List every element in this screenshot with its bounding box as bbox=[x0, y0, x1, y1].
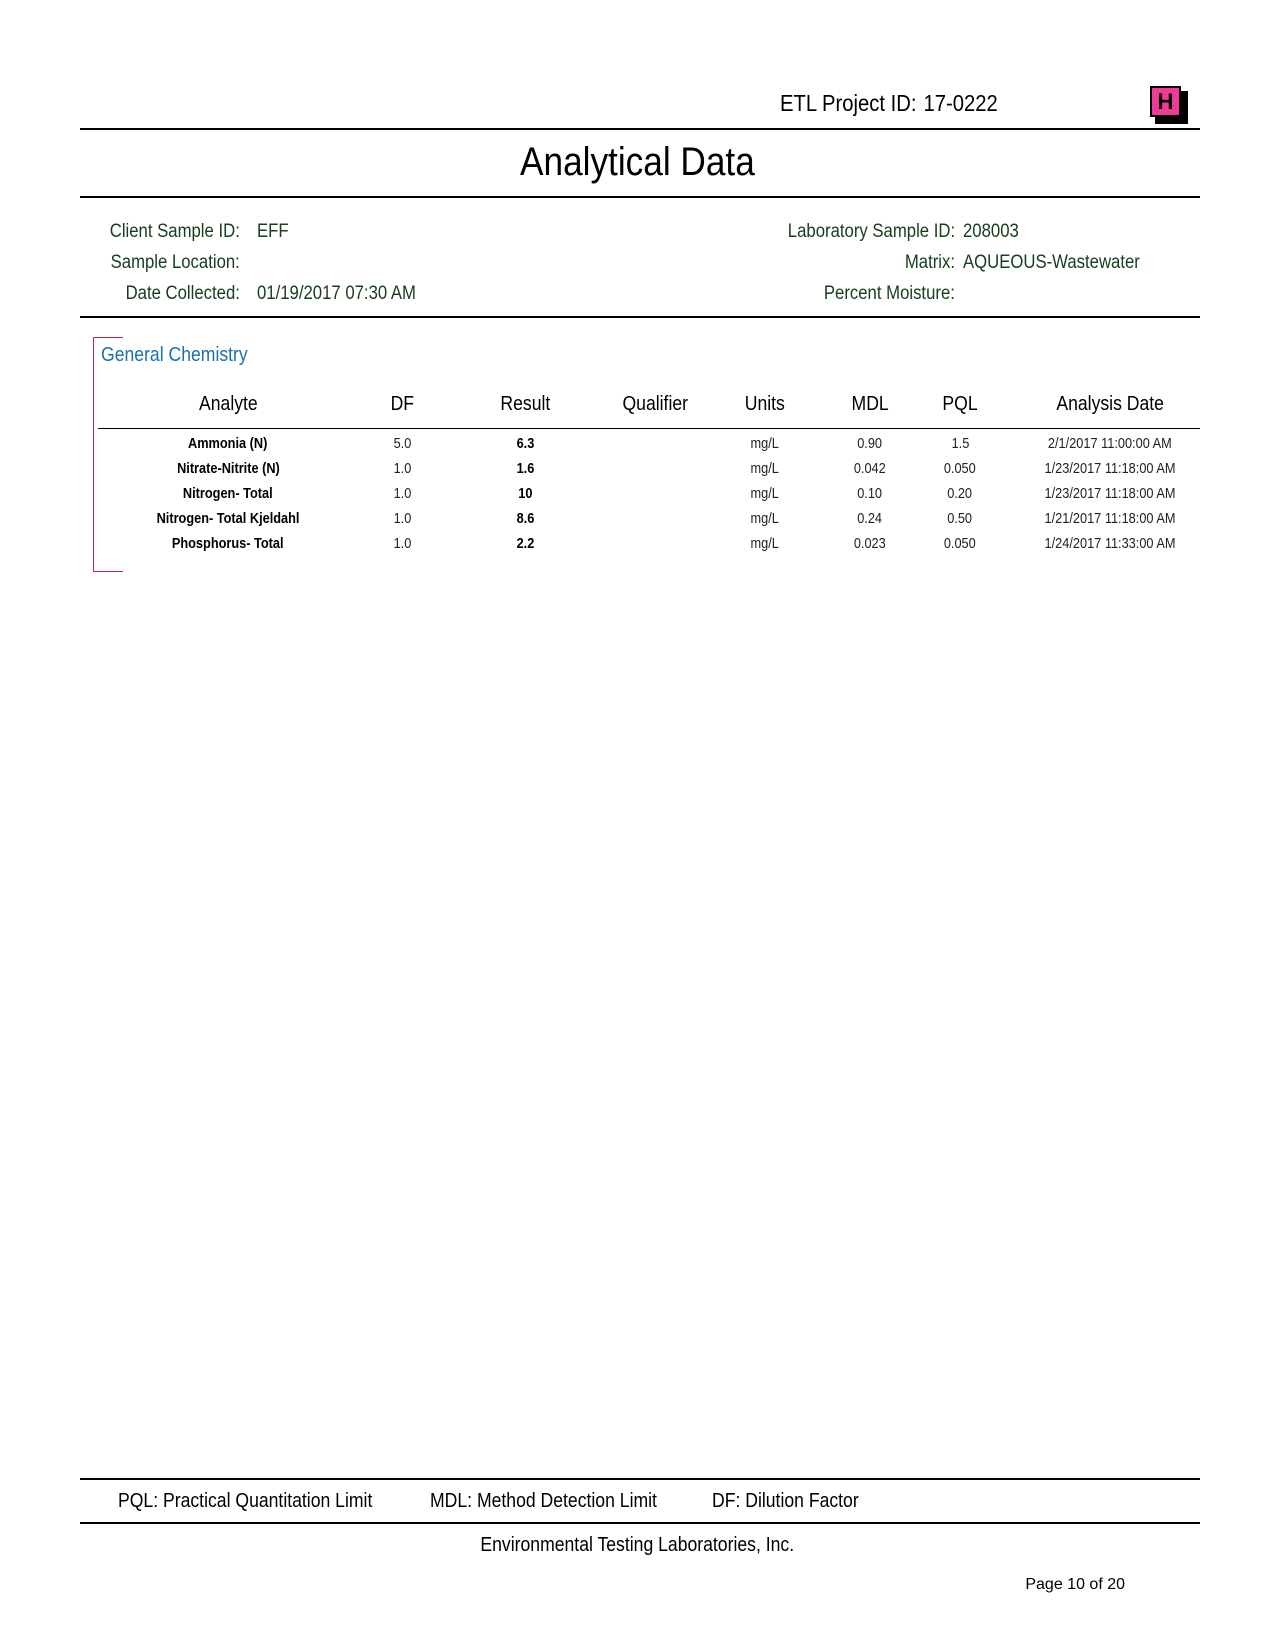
column-header-analysis-date: Analysis Date bbox=[1056, 393, 1164, 415]
cell-analysis-date: 1/24/2017 11:33:00 AM bbox=[1044, 535, 1176, 552]
cell-units: mg/L bbox=[750, 535, 780, 552]
table-row bbox=[0, 435, 1275, 460]
cell-analysis-date: 1/23/2017 11:18:00 AM bbox=[1044, 460, 1176, 477]
section-title: General Chemistry bbox=[101, 344, 248, 366]
matrix-label: Matrix: bbox=[904, 252, 955, 273]
cell-mdl: 0.042 bbox=[854, 460, 886, 477]
lab-sample-id-value: 208003 bbox=[963, 221, 1019, 242]
title-rule bbox=[80, 196, 1200, 198]
cell-result: 1.6 bbox=[516, 460, 534, 477]
cell-units: mg/L bbox=[750, 485, 780, 502]
cell-df: 1.0 bbox=[393, 485, 411, 502]
cell-df: 1.0 bbox=[393, 460, 411, 477]
table-row bbox=[0, 485, 1275, 510]
cell-analyte: Ammonia (N) bbox=[188, 435, 268, 452]
cell-units: mg/L bbox=[750, 435, 780, 452]
cell-result: 2.2 bbox=[516, 535, 534, 552]
cell-analyte: Nitrate-Nitrite (N) bbox=[176, 460, 280, 477]
cell-mdl: 0.10 bbox=[857, 485, 883, 502]
table-row bbox=[0, 535, 1275, 560]
cell-pql: 0.20 bbox=[947, 485, 973, 502]
date-collected-label: Date Collected: bbox=[125, 283, 240, 304]
column-header-analyte: Analyte bbox=[198, 393, 258, 415]
column-header-units: Units bbox=[744, 393, 786, 415]
cell-mdl: 0.023 bbox=[854, 535, 886, 552]
cell-mdl: 0.24 bbox=[857, 510, 883, 527]
matrix-value: AQUEOUS-Wastewater bbox=[963, 252, 1140, 273]
footer-top-rule bbox=[80, 1478, 1200, 1480]
cell-analysis-date: 1/21/2017 11:18:00 AM bbox=[1044, 510, 1176, 527]
page-number: Page 10 of 20 bbox=[1025, 1576, 1125, 1593]
cell-qualifier bbox=[600, 535, 710, 552]
cell-result: 8.6 bbox=[516, 510, 534, 527]
client-sample-id-value: EFF bbox=[257, 221, 289, 242]
cell-units: mg/L bbox=[750, 510, 780, 527]
company-name: Environmental Testing Laboratories, Inc. bbox=[480, 1534, 795, 1556]
cell-pql: 1.5 bbox=[951, 435, 969, 452]
column-header-pql: PQL bbox=[942, 393, 978, 415]
date-collected-value: 01/19/2017 07:30 AM bbox=[257, 283, 416, 304]
cell-df: 5.0 bbox=[393, 435, 411, 452]
info-rule bbox=[80, 316, 1200, 318]
column-header-qualifier: Qualifier bbox=[622, 393, 688, 415]
cell-df: 1.0 bbox=[393, 535, 411, 552]
footer-bottom-rule bbox=[80, 1522, 1200, 1524]
section-bracket-bottom bbox=[93, 571, 123, 572]
cell-analyte: Nitrogen- Total Kjeldahl bbox=[156, 510, 300, 527]
table-header-rule bbox=[98, 428, 1200, 429]
cell-qualifier bbox=[600, 485, 710, 502]
client-sample-id-label: Client Sample ID: bbox=[109, 221, 240, 242]
column-header-result: Result bbox=[500, 393, 550, 415]
cell-result: 10 bbox=[517, 485, 533, 502]
percent-moisture-label: Percent Moisture: bbox=[823, 283, 955, 304]
cell-pql: 0.050 bbox=[944, 460, 976, 477]
table-row bbox=[0, 510, 1275, 535]
cell-qualifier bbox=[600, 510, 710, 527]
pql-legend: PQL: Practical Quantitation Limit bbox=[118, 1490, 373, 1512]
mdl-legend: MDL: Method Detection Limit bbox=[430, 1490, 657, 1512]
cell-units: mg/L bbox=[750, 460, 780, 477]
status-badge: H bbox=[1150, 86, 1181, 117]
cell-pql: 0.050 bbox=[944, 535, 976, 552]
cell-qualifier bbox=[600, 460, 710, 477]
cell-analysis-date: 2/1/2017 11:00:00 AM bbox=[1048, 435, 1172, 452]
table-row bbox=[0, 460, 1275, 485]
results-table bbox=[0, 435, 1275, 560]
cell-qualifier bbox=[600, 435, 710, 452]
cell-df: 1.0 bbox=[393, 510, 411, 527]
cell-result: 6.3 bbox=[516, 435, 534, 452]
cell-analysis-date: 1/23/2017 11:18:00 AM bbox=[1044, 485, 1176, 502]
project-id-label: ETL Project ID: bbox=[780, 90, 917, 116]
sample-location-label: Sample Location: bbox=[110, 252, 240, 273]
cell-mdl: 0.90 bbox=[857, 435, 883, 452]
lab-sample-id-label: Laboratory Sample ID: bbox=[787, 221, 955, 242]
df-legend: DF: Dilution Factor bbox=[712, 1490, 859, 1512]
section-bracket-top bbox=[93, 337, 123, 338]
column-header-df: DF bbox=[390, 393, 414, 415]
page-title: Analytical Data bbox=[520, 140, 755, 184]
cell-pql: 0.50 bbox=[947, 510, 973, 527]
project-id bbox=[780, 90, 1009, 117]
column-header-mdl: MDL bbox=[851, 393, 889, 415]
cell-analyte: Nitrogen- Total bbox=[183, 485, 273, 502]
header-rule bbox=[80, 128, 1200, 130]
project-id-value: 17-0222 bbox=[923, 90, 998, 116]
cell-analyte: Phosphorus- Total bbox=[172, 535, 284, 552]
